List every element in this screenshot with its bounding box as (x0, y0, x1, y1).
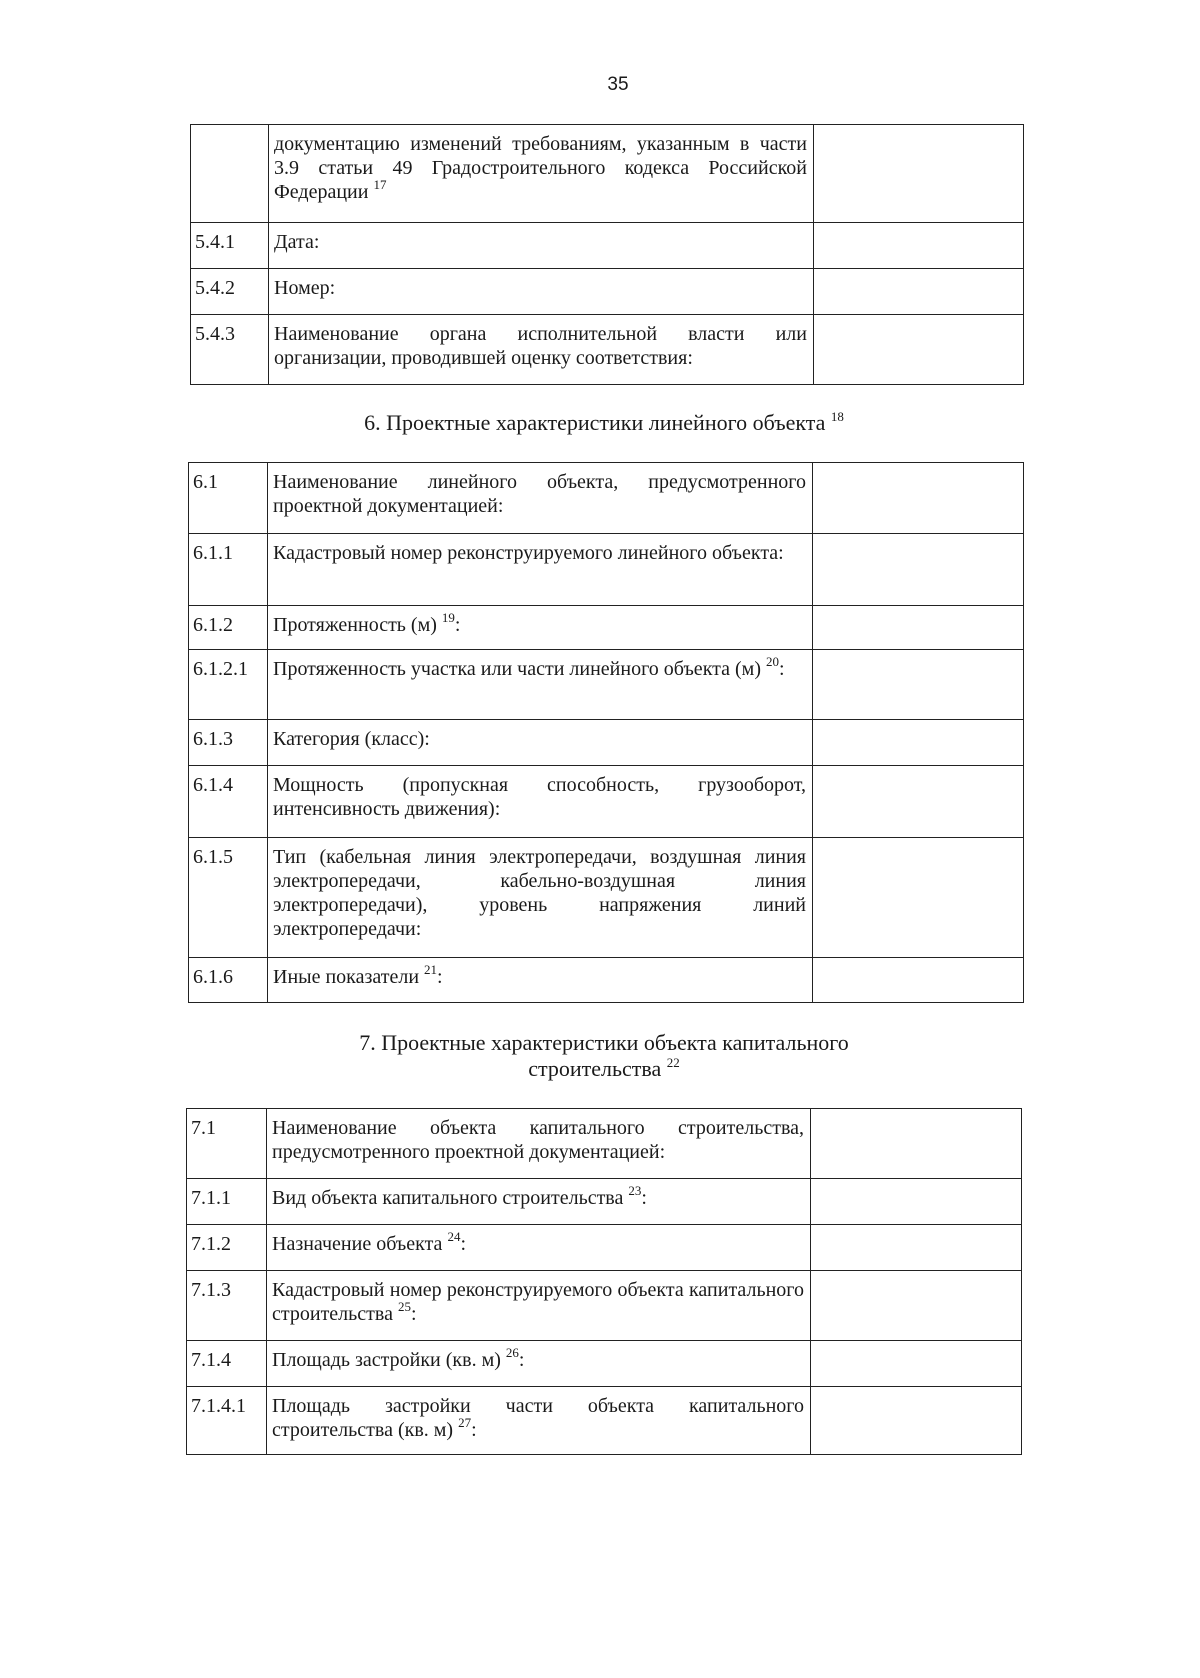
row-value-cell[interactable] (811, 1225, 1022, 1271)
row-label: Наименование органа исполнительной власти или организации, проводившей оценку соответствия: (269, 315, 814, 385)
row-number: 5.4.2 (191, 269, 269, 315)
row-value-cell[interactable] (814, 223, 1024, 269)
row-value-cell[interactable] (813, 606, 1024, 650)
row-number (191, 125, 269, 223)
table-row (187, 1109, 1022, 1179)
row-number: 6.1.3 (189, 720, 268, 766)
row-label: Наименование объекта капитального строительства, предусмотренного проектной документацией: (267, 1109, 811, 1179)
section-7-heading-line2: строительства $^{22}$ (528, 1054, 680, 1081)
table-row (187, 1271, 1022, 1341)
row-label: документацию изменений требованиям, указанным в части 3.9 статьи 49 Градостроительного кодекса Российской Федерации $^{17}$ (269, 125, 814, 223)
row-value-cell[interactable] (813, 463, 1024, 534)
row-number: 7.1.4.1 (187, 1387, 267, 1455)
page-number: 35 (607, 74, 629, 95)
row-value-cell[interactable] (813, 838, 1024, 958)
table-row (187, 1179, 1022, 1225)
row-value-cell[interactable] (811, 1271, 1022, 1341)
row-number: 7.1 (187, 1109, 267, 1179)
row-number: 6.1.6 (189, 958, 268, 1003)
table-row (189, 463, 1024, 534)
row-value-cell[interactable] (811, 1109, 1022, 1179)
row-value-cell[interactable] (813, 650, 1024, 720)
row-label: Тип (кабельная линия электропередачи, воздушная линия электропередачи, кабельно-воздушная линия электропередачи), уровень напряжения линий электропередачи: (268, 838, 813, 958)
table-row (189, 958, 1024, 1003)
row-value-cell[interactable] (814, 315, 1024, 385)
row-value-cell[interactable] (813, 958, 1024, 1003)
row-number: 6.1.1 (189, 534, 268, 606)
row-number: 6.1.4 (189, 766, 268, 838)
row-number: 5.4.3 (191, 315, 269, 385)
row-label: Кадастровый номер реконструируемого объекта капитального строительства $^{25}$: (267, 1271, 811, 1341)
row-number: 6.1 (189, 463, 268, 534)
row-value-cell[interactable] (813, 534, 1024, 606)
row-label: Мощность (пропускная способность, грузооборот, интенсивность движения): (268, 766, 813, 838)
table-row (191, 269, 1024, 315)
row-label: Кадастровый номер реконструируемого линейного объекта: (268, 534, 813, 606)
row-value-cell[interactable] (813, 720, 1024, 766)
row-number: 7.1.2 (187, 1225, 267, 1271)
row-value-cell[interactable] (811, 1387, 1022, 1455)
table-row (187, 1225, 1022, 1271)
row-label: Дата: (269, 223, 814, 269)
table-row (191, 315, 1024, 385)
row-value-cell[interactable] (813, 766, 1024, 838)
row-label: Категория (класс): (268, 720, 813, 766)
table-row (189, 838, 1024, 958)
row-label: Номер: (269, 269, 814, 315)
table-row (191, 125, 1024, 223)
row-label: Наименование линейного объекта, предусмотренного проектной документацией: (268, 463, 813, 534)
table-row (191, 223, 1024, 269)
table-row (187, 1341, 1022, 1387)
section-7-heading (186, 1030, 1022, 1082)
table-row (189, 720, 1024, 766)
section-7-heading-line1: 7. Проектные характеристики объекта капитального (359, 1030, 849, 1055)
row-label: Иные показатели $^{21}$: (268, 958, 813, 1003)
table-section-5 (190, 124, 1024, 385)
table-section-7 (186, 1108, 1022, 1455)
row-label: Площадь застройки части объекта капитального строительства (кв. м) $^{27}$: (267, 1387, 811, 1455)
row-value-cell[interactable] (811, 1341, 1022, 1387)
row-number: 5.4.1 (191, 223, 269, 269)
table-row (189, 650, 1024, 720)
row-label: Протяженность участка или части линейного объекта (м) $^{20}$: (268, 650, 813, 720)
row-label: Вид объекта капитального строительства $^{23}$: (267, 1179, 811, 1225)
row-value-cell[interactable] (814, 125, 1024, 223)
section-6-heading: 6. Проектные характеристики линейного объекта $^{18}$ (364, 408, 844, 435)
table-section-6 (188, 462, 1024, 1003)
row-number: 7.1.3 (187, 1271, 267, 1341)
row-label: Протяженность (м) $^{19}$: (268, 606, 813, 650)
table-row (189, 534, 1024, 606)
row-value-cell[interactable] (814, 269, 1024, 315)
row-number: 6.1.5 (189, 838, 268, 958)
table-row (189, 606, 1024, 650)
table-row (187, 1387, 1022, 1455)
row-label: Площадь застройки (кв. м) $^{26}$: (267, 1341, 811, 1387)
row-number: 7.1.4 (187, 1341, 267, 1387)
row-number: 7.1.1 (187, 1179, 267, 1225)
row-number: 6.1.2 (189, 606, 268, 650)
row-label: Назначение объекта $^{24}$: (267, 1225, 811, 1271)
row-number: 6.1.2.1 (189, 650, 268, 720)
table-row (189, 766, 1024, 838)
row-value-cell[interactable] (811, 1179, 1022, 1225)
